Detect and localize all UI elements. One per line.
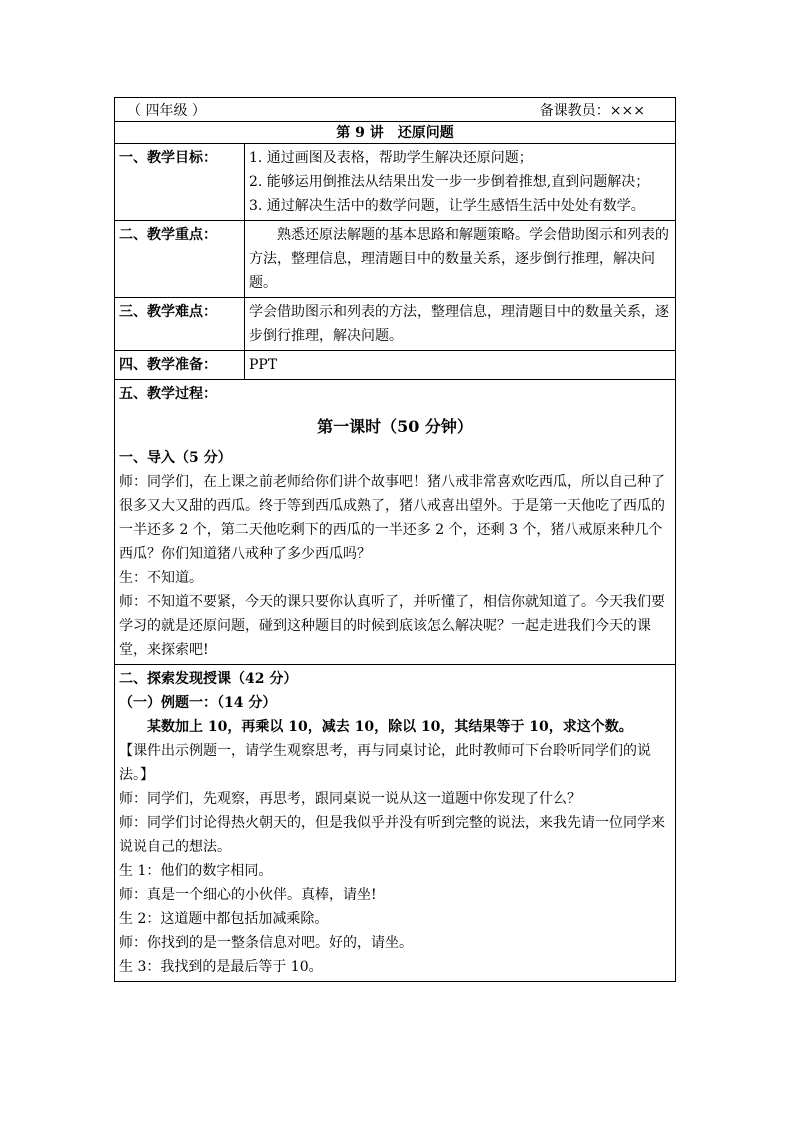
key-points-content [245,221,675,297]
explore-line: 师：你找到的是一整条信息对吧。好的，请坐。 [119,935,413,951]
difficulties-text: 学会借助图示和列表的方法，整理信息，理清题目中的数量关系，逐步倒行推理，解决问题。 [249,304,669,344]
objectives-label: 一、教学目标： [115,144,245,220]
explore-line: 生 3：我找到的是最后等于 10。 [119,959,323,975]
difficulties-label: 三、教学难点： [115,298,245,350]
header-row [115,98,675,122]
process-label: 五、教学过程： [119,386,217,402]
preparation-content [245,351,675,379]
difficulties-content [245,298,675,350]
explore-line: 师：同学们讨论得热火朝天的，但是我似乎并没有听到完整的说法，来我先请一位同学来说说自己的想法。 [119,815,665,855]
example-heading: （一）例题一：（14 分） [119,695,277,711]
explore-line: 师：同学们，先观察，再思考，跟同桌说一说从这一道题中你发现了什么？ [119,791,581,807]
objectives-content [245,144,675,220]
key-points-text: 熟悉还原法解题的基本思路和解题策略。学会借助图示和列表的方法，整理信息，理清题目中的数量关系，逐步倒行推理，解决问题。 [249,227,669,291]
grade-label: （ 四年级 ） [127,102,206,119]
intro-line: 生：不知道。 [119,570,203,586]
objective-item: 1. 通过画图及表格，帮助学生解决还原问题； [249,150,533,166]
explore-line: 生 2：这道题中都包括加减乘除。 [119,911,329,927]
key-points-row [115,221,675,298]
intro-line: 师：不知道不要紧，今天的课只要你认真听了，并听懂了，相信你就知道了。今天我们要学习的就是还原问题，碰到这种题目的时候到底该怎么解决呢？一起走进我们今天的课堂，来探索吧! [119,594,665,658]
intro-line: 师：同学们，在上课之前老师给你们讲个故事吧！猪八戒非常喜欢吃西瓜，所以自己种了很多又大又甜的西瓜。终于等到西瓜成熟了，猪八戒喜出望外。于是第一天他吃了西瓜的一半还多 2 个，第二天他吃剩下的西瓜的一半还多 2 个，还剩 3 个，猪八戒原来种几个西瓜？你们知道猪八戒种了多少西瓜吗？ [119,474,665,562]
lesson-title: 第一课时（50 分钟） [317,417,473,436]
explore-row [115,665,675,981]
preparation-text: PPT [249,357,278,373]
objective-item: 2. 能够运用倒推法从结果出发一步一步倒着推想,直到问题解决； [249,174,650,190]
lecture-title: 第 9 讲 还原问题 [115,122,675,144]
difficulties-row [115,298,675,351]
explore-line: 师：真是一个细心的小伙伴。真棒，请坐! [119,887,377,903]
key-points-label: 二、教学重点： [115,221,245,297]
lesson-plan-table [114,97,676,982]
explore-heading: 二、探索发现授课（42 分） [119,671,298,687]
process-row [115,380,675,665]
preparation-label: 四、教学准备： [115,351,245,379]
objectives-row [115,144,675,221]
preparation-row [115,351,675,380]
objective-item: 3. 通过解决生活中的数学问题，让学生感悟生活中处处有数学。 [249,198,645,214]
intro-heading: 一、导入（5 分） [119,450,232,466]
explore-line: 生 1：他们的数字相同。 [119,863,273,879]
example-problem: 某数加上 10，再乘以 10，减去 10，除以 10，其结果等于 10，求这个数。 [147,719,633,735]
teacher-label: 备课教员：××× [539,102,645,119]
explore-line: 【课件出示例题一，请学生观察思考，再与同桌讨论，此时教师可下台聆听同学们的说法。】 [119,743,651,783]
